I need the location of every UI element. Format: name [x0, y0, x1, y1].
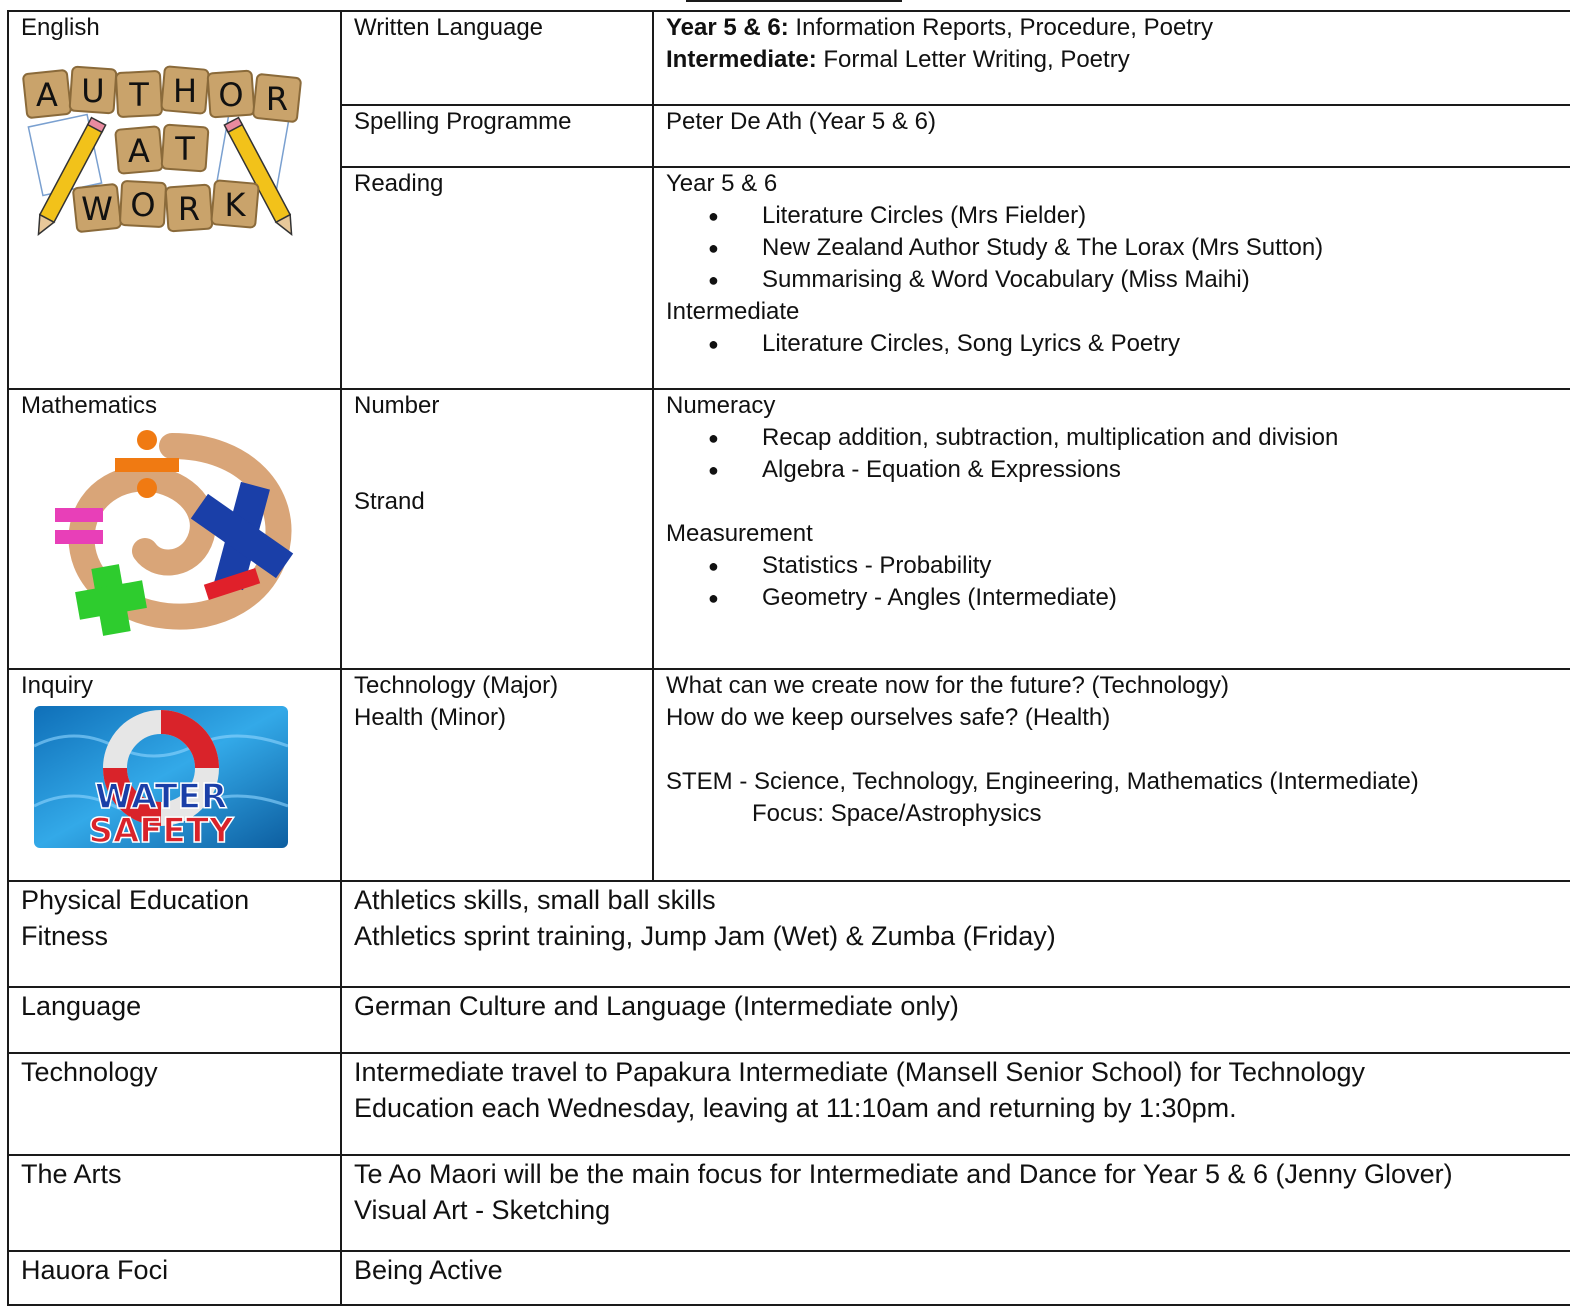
pe-line-2: Athletics sprint training, Jump Jam (Wet) & Zumba (Friday) — [354, 921, 1056, 951]
inquiry-content-cell — [653, 669, 1570, 881]
technology-subject-cell — [8, 1053, 341, 1155]
technology-line-1: Intermediate travel to Papakura Intermediate (Mansell Senior School) for Technology — [354, 1057, 1366, 1087]
list-item: ● Recap addition, subtraction, multiplication and division — [708, 424, 1339, 451]
technology-line-2: Education each Wednesday, leaving at 11:10am and returning by 1:30pm. — [354, 1093, 1237, 1123]
measurement-heading: Measurement — [666, 520, 813, 547]
arts-row — [8, 1155, 1570, 1251]
maths-symbols-image — [37, 426, 307, 636]
svg-text:W: W — [81, 190, 113, 228]
svg-text:R: R — [265, 80, 289, 118]
inquiry-row — [8, 669, 1570, 881]
written-language-label: Written Language — [354, 14, 544, 41]
hauora-subject-cell — [8, 1251, 341, 1305]
subject-inquiry: Inquiry — [21, 672, 94, 699]
spelling-content-cell — [653, 105, 1570, 167]
inquiry-major-label: Technology (Major) — [354, 672, 559, 699]
spelling-label-cell — [341, 105, 653, 167]
subject-language: Language — [21, 991, 142, 1021]
list-item: ● Geometry - Angles (Intermediate) — [708, 584, 1117, 611]
author-at-work-image — [13, 62, 313, 242]
subject-physical-education: Physical Education — [21, 885, 250, 915]
svg-text:H: H — [172, 72, 198, 110]
pe-row — [8, 881, 1570, 987]
subject-the-arts: The Arts — [21, 1159, 122, 1189]
reading-content-cell — [653, 167, 1570, 389]
intermediate-text: Formal Letter Writing, Poetry — [823, 46, 1130, 73]
maths-strand-label: Strand — [354, 488, 425, 515]
reading-label: Reading — [354, 170, 444, 197]
subject-english: English — [21, 14, 100, 41]
year56-label: Year 5 & 6: — [666, 14, 789, 41]
numeracy-heading: Numeracy — [666, 392, 776, 419]
water-safety-text-2: SAFETY — [88, 811, 234, 848]
header-underline — [686, 0, 902, 2]
inquiry-minor-label: Health (Minor) — [354, 704, 507, 731]
water-safety-image — [34, 706, 288, 848]
intermediate-label: Intermediate: — [666, 46, 817, 73]
language-content-cell — [341, 987, 1570, 1053]
list-item: ● Literature Circles, Song Lyrics & Poetry — [708, 330, 1180, 357]
list-item: ● Literature Circles (Mrs Fielder) — [708, 202, 1087, 229]
maths-row — [8, 389, 1570, 669]
svg-text:A: A — [36, 76, 58, 114]
written-language-label-cell — [341, 11, 653, 105]
svg-text:T: T — [175, 130, 195, 168]
hauora-content-cell — [341, 1251, 1570, 1305]
svg-text:R: R — [177, 190, 201, 228]
subject-technology: Technology — [21, 1057, 158, 1087]
list-item: ● New Zealand Author Study & The Lorax (Mrs Sutton) — [708, 234, 1324, 261]
maths-number-label: Number — [354, 392, 440, 419]
subject-mathematics: Mathematics — [21, 392, 158, 419]
spelling-text: Peter De Ath (Year 5 & 6) — [666, 108, 936, 135]
maths-content-cell — [653, 389, 1570, 669]
inquiry-focus: Focus: Space/Astrophysics — [752, 800, 1042, 827]
svg-text:K: K — [224, 186, 246, 224]
list-item: ● Algebra - Equation & Expressions — [708, 456, 1121, 483]
reading-label-cell — [341, 167, 653, 389]
arts-line-2: Visual Art - Sketching — [354, 1195, 611, 1225]
svg-text:O: O — [130, 186, 156, 224]
english-subject-cell — [8, 11, 341, 389]
svg-text:U: U — [81, 72, 105, 110]
list-item: ● Summarising & Word Vocabulary (Miss Maihi) — [708, 266, 1250, 293]
year56-text: Information Reports, Procedure, Poetry — [795, 14, 1213, 41]
maths-label-cell — [341, 389, 653, 669]
svg-text:T: T — [129, 76, 149, 114]
written-language-content-cell — [653, 11, 1570, 105]
curriculum-table — [7, 10, 1570, 1306]
maths-subject-cell — [8, 389, 341, 669]
pe-line-1: Athletics skills, small ball skills — [354, 885, 716, 915]
inquiry-stem: STEM - Science, Technology, Engineering, Mathematics (Intermediate) — [666, 768, 1419, 795]
reading-intermediate-heading: Intermediate — [666, 298, 800, 325]
water-safety-text-1: WATER — [94, 777, 228, 817]
inquiry-question-1: What can we create now for the future? (Technology) — [666, 672, 1229, 699]
svg-text:O: O — [218, 76, 244, 114]
subject-hauora-foci: Hauora Foci — [21, 1255, 169, 1285]
language-row — [8, 987, 1570, 1053]
technology-row — [8, 1053, 1570, 1155]
arts-content-cell — [341, 1155, 1570, 1251]
arts-line-1: Te Ao Maori will be the main focus for Intermediate and Dance for Year 5 & 6 (Jenny Glover) — [354, 1159, 1453, 1189]
subject-fitness: Fitness — [21, 921, 109, 951]
svg-text:A: A — [128, 132, 150, 170]
inquiry-label-cell — [341, 669, 653, 881]
pe-content-cell — [341, 881, 1570, 987]
hauora-row — [8, 1251, 1570, 1305]
hauora-text: Being Active — [354, 1255, 503, 1285]
list-item: ● Statistics - Probability — [708, 552, 992, 579]
inquiry-question-2: How do we keep ourselves safe? (Health) — [666, 704, 1111, 731]
reading-year56-heading: Year 5 & 6 — [666, 170, 778, 197]
inquiry-subject-cell — [8, 669, 341, 881]
technology-content-cell — [341, 1053, 1570, 1155]
language-subject-cell — [8, 987, 341, 1053]
arts-subject-cell — [8, 1155, 341, 1251]
english-written-row — [8, 11, 1570, 105]
spelling-label: Spelling Programme — [354, 108, 572, 135]
pe-subject-cell — [8, 881, 341, 987]
language-text: German Culture and Language (Intermediate only) — [354, 991, 959, 1021]
